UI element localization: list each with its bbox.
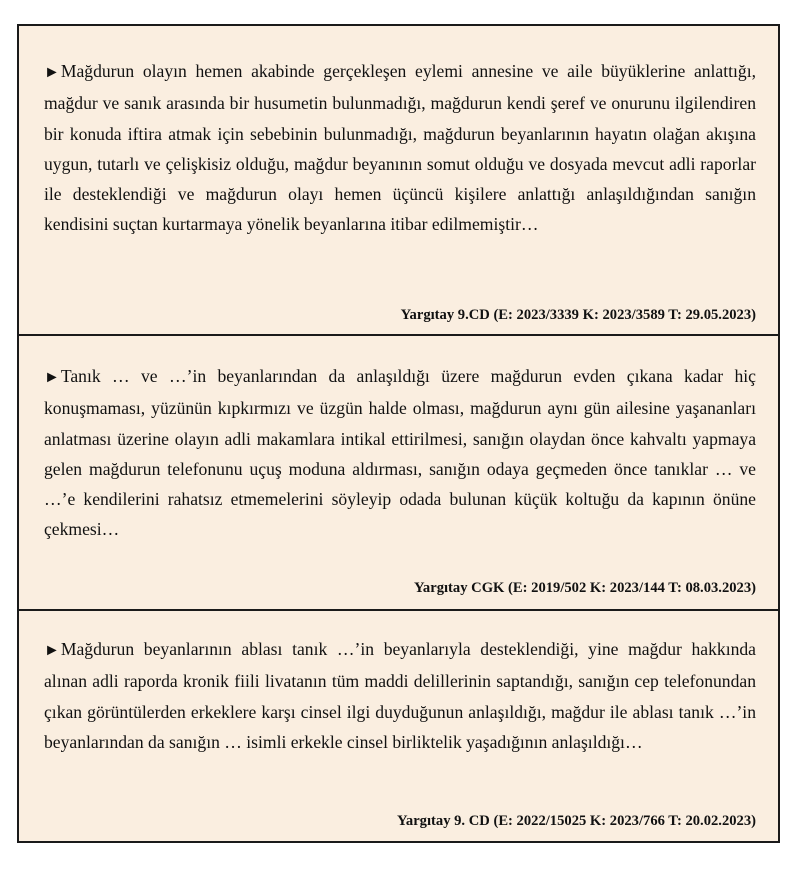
quote-block-3 — [19, 609, 778, 841]
case-law-quotes-panel — [17, 24, 780, 843]
quote-body-2: Tanık … ve …’in beyanlarından da anlaşıldığı üzere mağdurun evden çıkana kadar hiç konuşmaması, yüzünün kıpkırmızı ve üzgün halde olması, mağdurun aynı gün ailesine yaşananları anlatması üzerine olayın adli makamlara intikal ettirilmesi, sanığın olaydan önce kahvaltı yapmaya gelen mağdurun telefonunu uçuş moduna aldırması, sanığın odaya geçmeden önce tanıklar … ve …’e kendilerini rahatsız etmemelerini söyleyip odada bulunan küçük koltuğu da kapının önüne çekmesi… — [44, 366, 756, 540]
bullet-icon: ► — [44, 642, 60, 659]
citation-3: Yargıtay 9. CD (E: 2022/15025 K: 2023/766 T: 20.02.2023) — [396, 813, 756, 829]
quote-block-1 — [19, 26, 778, 334]
quote-text-3 — [44, 611, 756, 757]
quote-text-2 — [44, 336, 756, 545]
quote-text-1 — [44, 26, 756, 240]
bullet-icon: ► — [44, 369, 60, 386]
citation-2: Yargıtay CGK (E: 2019/502 K: 2023/144 T: 08.03.2023) — [414, 580, 756, 596]
quote-body-1: Mağdurun olayın hemen akabinde gerçekleşen eylemi annesine ve aile büyüklerine anlattığı, mağdur ve sanık arasında bir husumetin bulunmadığı, mağdurun kendi şeref ve onurunu ilgilendiren bir konuda iftira atmak için sebebinin bulunmadığı, mağdurun beyanlarının hayatın olağan akışına uygun, tutarlı ve çelişkisiz olduğu, mağdur beyanının somut olduğu ve dosyada mevcut adli raporlar ile desteklendiği ve mağdurun olayı hemen üçüncü kişilere anlattığı anlaşıldığından sanığın kendisini suçtan kurtarmaya yönelik beyanlarına itibar edilmemiştir… — [44, 61, 756, 235]
citation-1: Yargıtay 9.CD (E: 2023/3339 K: 2023/3589 T: 29.05.2023) — [400, 307, 756, 323]
quote-block-2 — [19, 334, 778, 609]
bullet-icon: ► — [44, 64, 60, 81]
quote-body-3: Mağdurun beyanlarının ablası tanık …’in beyanlarıyla desteklendiği, yine mağdur hakkında alınan adli raporda kronik fiili livatanın tüm maddi delillerinin saptandığı, sanığın cep telefonundan çıkan görüntülerden erkeklere karşı cinsel ilgi duyduğunun anlaşıldığı, mağdur ile ablası tanık …’in beyanlarından da sanığın … isimli erkekle cinsel birliktelik yaşadığının anlaşıldığı… — [44, 639, 756, 752]
